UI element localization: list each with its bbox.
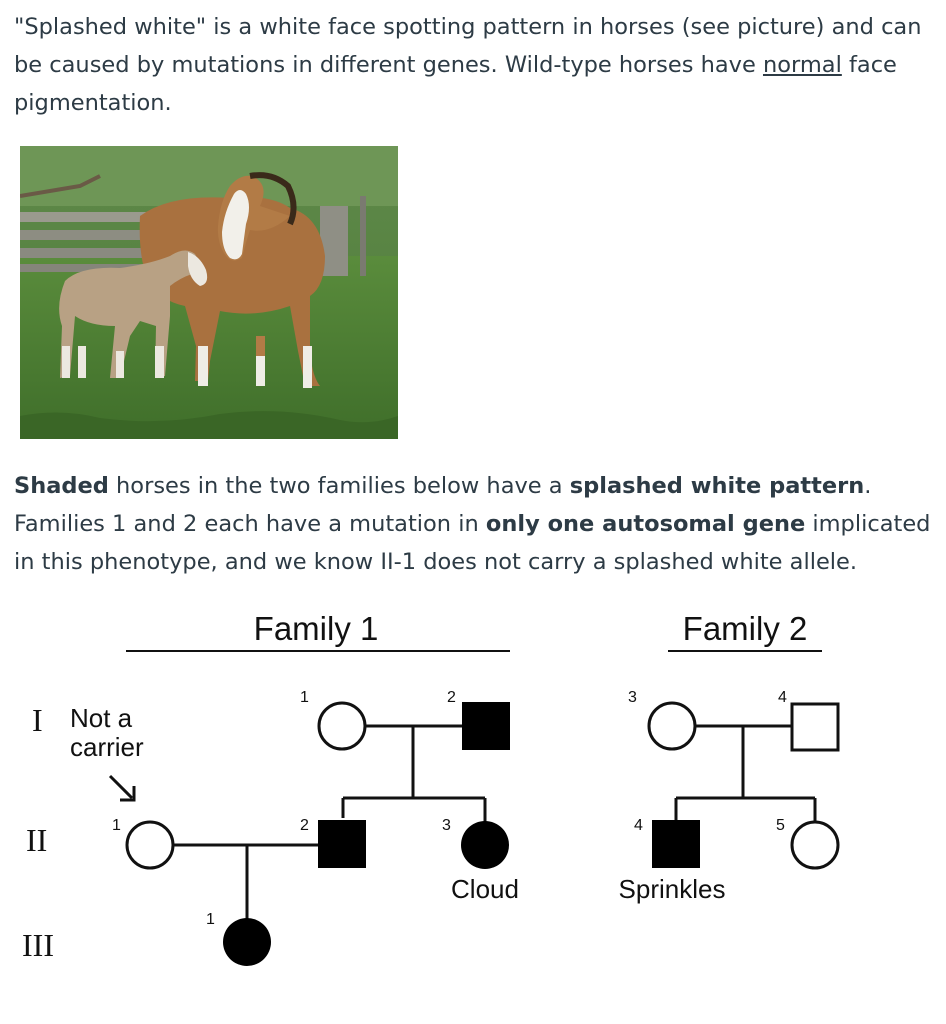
f2-II4-name-sprinkles: Sprinkles (618, 874, 726, 904)
not-carrier-label-line1: Not a (70, 703, 133, 733)
f2-II5-number: 5 (776, 817, 785, 834)
body-text-3: implicated in this phenotype, and we know II-1 does not carry a splashed white allele. (14, 511, 931, 575)
generation-II-label: II (26, 822, 48, 858)
body-paragraph (14, 467, 934, 581)
f2-I4-male-unaffected (792, 704, 838, 750)
arrow-down-right-icon (110, 776, 134, 800)
body-text-1: horses in the two families below have a (108, 473, 570, 499)
f1-I1-female-unaffected (319, 703, 365, 749)
generation-III-label: III (22, 927, 54, 963)
family1-title: Family 1 (253, 610, 379, 647)
f1-II3-name-cloud: Cloud (451, 874, 519, 904)
f1-I1-number: 1 (300, 689, 309, 706)
f2-I3-number: 3 (628, 689, 637, 706)
body-bold-pattern: splashed white pattern (569, 473, 865, 499)
intro-term: "Splashed white" (14, 14, 207, 40)
f2-II4-male-affected (652, 820, 700, 868)
f1-II1-female-unaffected (127, 822, 173, 868)
f1-I2-number: 2 (447, 689, 456, 706)
f1-II2-male-affected (318, 820, 366, 868)
intro-paragraph (14, 8, 934, 122)
family2-title: Family 2 (682, 610, 808, 647)
intro-text-1: is a white face spotting pattern in horses (see picture) and can be caused by mutations in different genes. Wild-type horses have (14, 14, 922, 78)
f1-II1-number: 1 (112, 817, 121, 834)
f1-II2-number: 2 (300, 817, 309, 834)
f1-I2-male-affected (462, 702, 510, 750)
f1-II3-female-affected (461, 821, 509, 869)
f1-II3-number: 3 (442, 817, 451, 834)
body-bold-shaded: Shaded (14, 473, 109, 499)
f2-I4-number: 4 (778, 689, 787, 706)
f1-III1-number: 1 (206, 911, 215, 928)
not-carrier-label-line2: carrier (70, 732, 144, 762)
pedigree-diagram (0, 590, 946, 990)
f1-III1-female-affected (223, 918, 271, 966)
f2-II5-female-unaffected (792, 822, 838, 868)
body-text-2: . Families 1 and 2 each have a mutation in (14, 473, 872, 537)
intro-underlined-word: normal (762, 52, 842, 78)
f2-II4-number: 4 (634, 817, 643, 834)
f2-I3-female-unaffected (649, 703, 695, 749)
generation-I-label: I (32, 702, 43, 738)
body-bold-gene: only one autosomal gene (485, 511, 806, 537)
intro-text-2: face pigmentation. (14, 52, 897, 116)
horse-photo (20, 146, 398, 439)
